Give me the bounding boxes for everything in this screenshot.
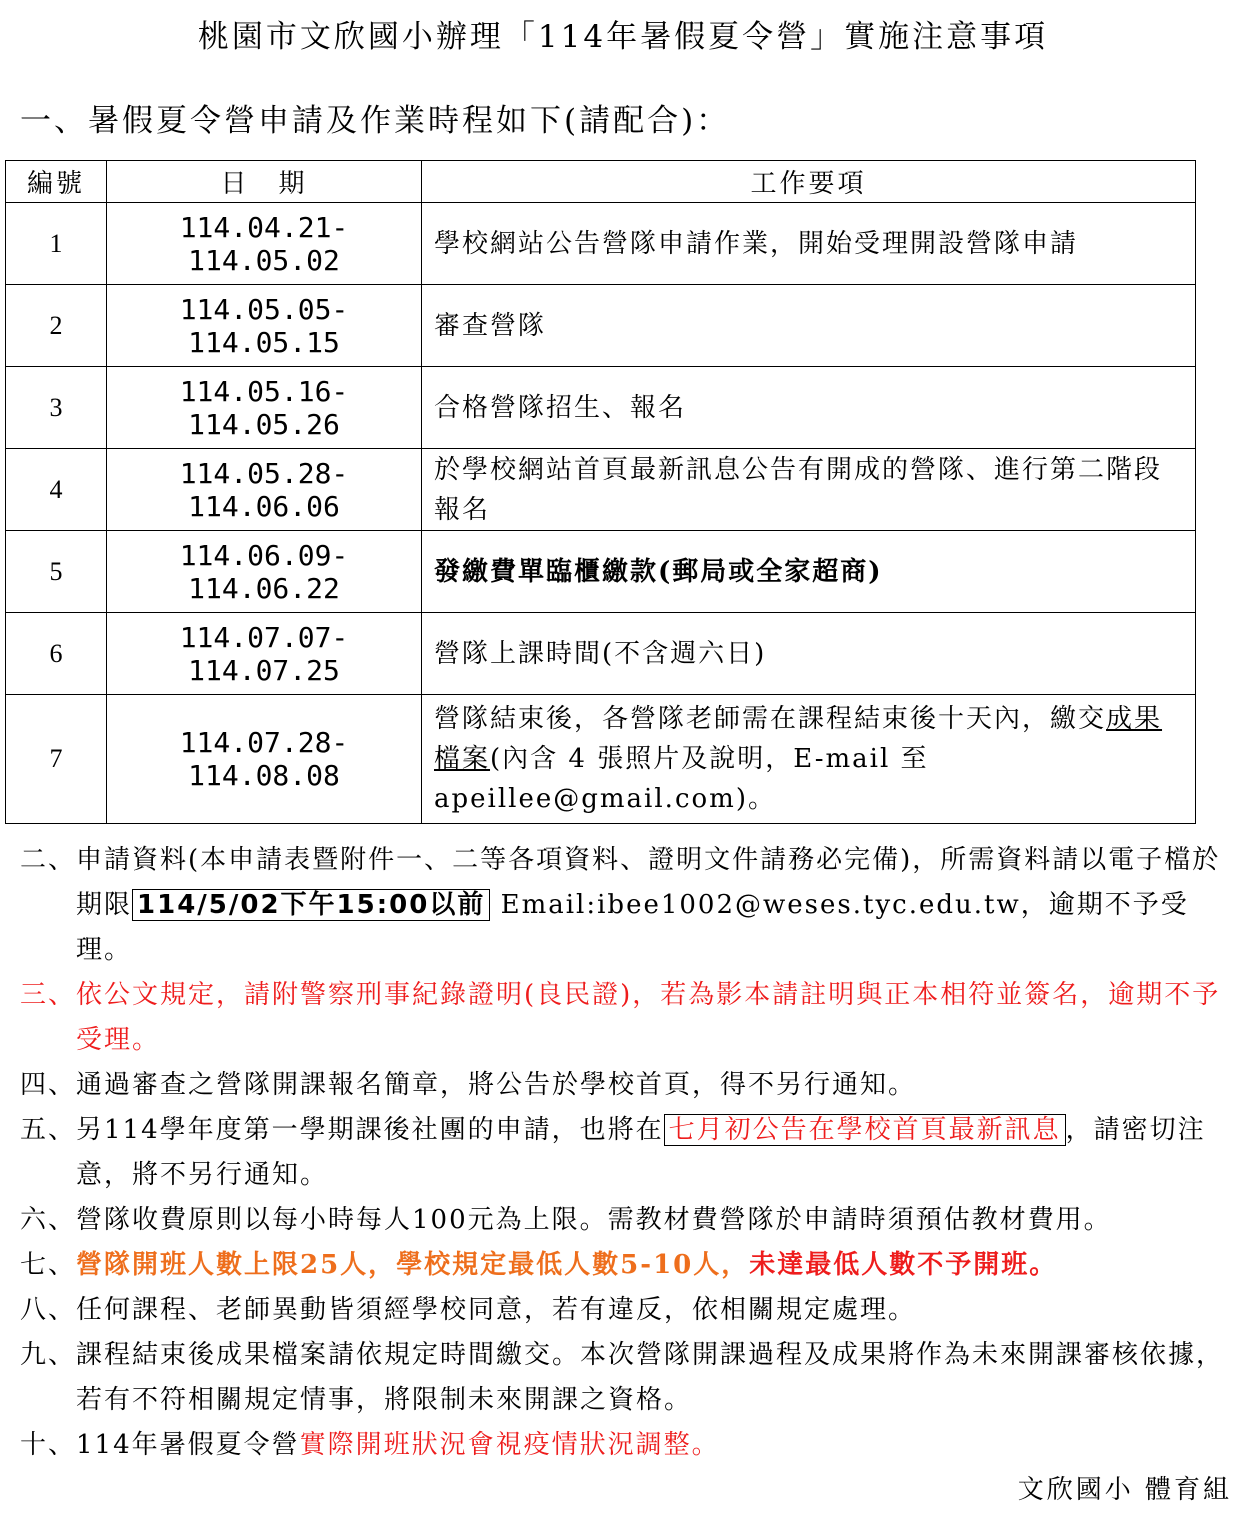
email-link[interactable]: apeillee@gmail.com)。 <box>434 784 776 814</box>
row-date: 114.07.28-114.08.08 <box>107 695 422 824</box>
note-text: ，請密切注意，將不另行通知。 <box>76 1115 1206 1190</box>
row-date: 114.05.05-114.05.15 <box>107 285 422 367</box>
note-text: 通過審查之營隊開課報名簡章，將公告於學校首頁，得不另行通知。 <box>76 1070 917 1100</box>
note-number: 四、 <box>20 1070 77 1100</box>
note-number: 五、 <box>20 1115 77 1145</box>
note-7 <box>20 1243 1235 1288</box>
note-2 <box>20 838 1235 973</box>
table-row <box>6 367 1196 449</box>
row-task: 審查營隊 <box>422 285 1196 367</box>
note-text: 營隊收費原則以每小時每人100元為上限。需教材費營隊於申請時須預估教材費用。 <box>76 1205 1112 1235</box>
table-row <box>6 531 1196 613</box>
note-10 <box>20 1423 1235 1468</box>
note-number: 二、 <box>20 845 77 875</box>
row-num: 7 <box>6 695 107 824</box>
row-date: 114.05.16-114.05.26 <box>107 367 422 449</box>
note-text: 申請資料(本申請表暨附件一、二等各項資料、證明文件請務必完備)，所需資料請以電子檔於期限 <box>76 845 1221 920</box>
row-num: 2 <box>6 285 107 367</box>
notes-list <box>20 838 1235 1468</box>
note-text: Email:ibee1002@weses.tyc.edu.tw，逾期不予受理。 <box>76 890 1189 965</box>
note-text: 任何課程、老師異動皆須經學校同意，若有違反，依相關規定處理。 <box>76 1295 917 1325</box>
announcement-box: 七月初公告在學校首頁最新訊息 <box>664 1114 1066 1146</box>
row-num: 4 <box>6 449 107 531</box>
row-task: 合格營隊招生、報名 <box>422 367 1196 449</box>
header-date: 日 期 <box>107 161 422 203</box>
row-num: 3 <box>6 367 107 449</box>
note-text: 114年暑假夏令營 <box>76 1430 300 1460</box>
note-number: 六、 <box>20 1205 77 1235</box>
results-file-label: 成果檔案 <box>434 704 1163 774</box>
row-task-text: 營隊結束後，各營隊老師需在課程結束後十天內，繳交 <box>434 704 1107 734</box>
row-date: 114.07.07-114.07.25 <box>107 613 422 695</box>
row-date: 114.06.09-114.06.22 <box>107 531 422 613</box>
note-text-orange: 營隊開班人數上限25人，學校規定最低人數5-10人， <box>76 1250 750 1280</box>
note-4 <box>20 1063 1235 1108</box>
note-number: 七、 <box>20 1250 77 1280</box>
note-3 <box>20 973 1235 1063</box>
table-header-row <box>6 161 1196 203</box>
header-task: 工作要項 <box>422 161 1196 203</box>
note-text-red: 實際開班狀況會視疫情狀況調整。 <box>299 1430 720 1460</box>
row-task-text: (內含 4 張照片及說明，E-mail 至 <box>490 744 929 774</box>
row-task: 於學校網站首頁最新訊息公告有開成的營隊、進行第二階段報名 <box>422 449 1196 531</box>
note-8 <box>20 1288 1235 1333</box>
note-text-red: 未達最低人數不予開班。 <box>749 1250 1058 1280</box>
signature: 文欣國小 體育組 <box>1017 1475 1232 1505</box>
note-9 <box>20 1333 1235 1423</box>
row-task <box>422 695 1196 824</box>
table-row <box>6 695 1196 824</box>
row-task: 學校網站公告營隊申請作業，開始受理開設營隊申請 <box>422 203 1196 285</box>
header-num: 編號 <box>6 161 107 203</box>
table-row <box>6 449 1196 531</box>
document-title: 桃園市文欣國小辦理「114年暑假夏令營」實施注意事項 <box>197 19 1049 55</box>
note-text: 另114學年度第一學期課後社團的申請，也將在 <box>76 1115 664 1145</box>
row-task: 發繳費單臨櫃繳款(郵局或全家超商) <box>422 531 1196 613</box>
row-num: 1 <box>6 203 107 285</box>
row-date: 114.04.21-114.05.02 <box>107 203 422 285</box>
table-row <box>6 203 1196 285</box>
schedule-table <box>5 160 1196 824</box>
section-1-heading: 一、暑假夏令營申請及作業時程如下(請配合)： <box>20 103 731 139</box>
note-number: 九、 <box>20 1340 77 1370</box>
note-text: 課程結束後成果檔案請依規定時間繳交。本次營隊開課過程及成果將作為未來開課審核依據，若有不符相關規定情事，將限制未來開課之資格。 <box>76 1340 1225 1415</box>
note-6 <box>20 1198 1235 1243</box>
table-row <box>6 285 1196 367</box>
row-date: 114.05.28-114.06.06 <box>107 449 422 531</box>
deadline-box: 114/5/02下午15:00以前 <box>132 889 490 921</box>
note-number: 三、 <box>20 980 77 1010</box>
note-text: 依公文規定，請附警察刑事紀錄證明(良民證)，若為影本請註明與正本相符並簽名，逾期不予受理。 <box>76 980 1221 1055</box>
row-num: 6 <box>6 613 107 695</box>
table-row <box>6 613 1196 695</box>
row-task: 營隊上課時間(不含週六日) <box>422 613 1196 695</box>
note-number: 十、 <box>20 1430 77 1460</box>
row-num: 5 <box>6 531 107 613</box>
note-number: 八、 <box>20 1295 77 1325</box>
note-5 <box>20 1108 1235 1198</box>
